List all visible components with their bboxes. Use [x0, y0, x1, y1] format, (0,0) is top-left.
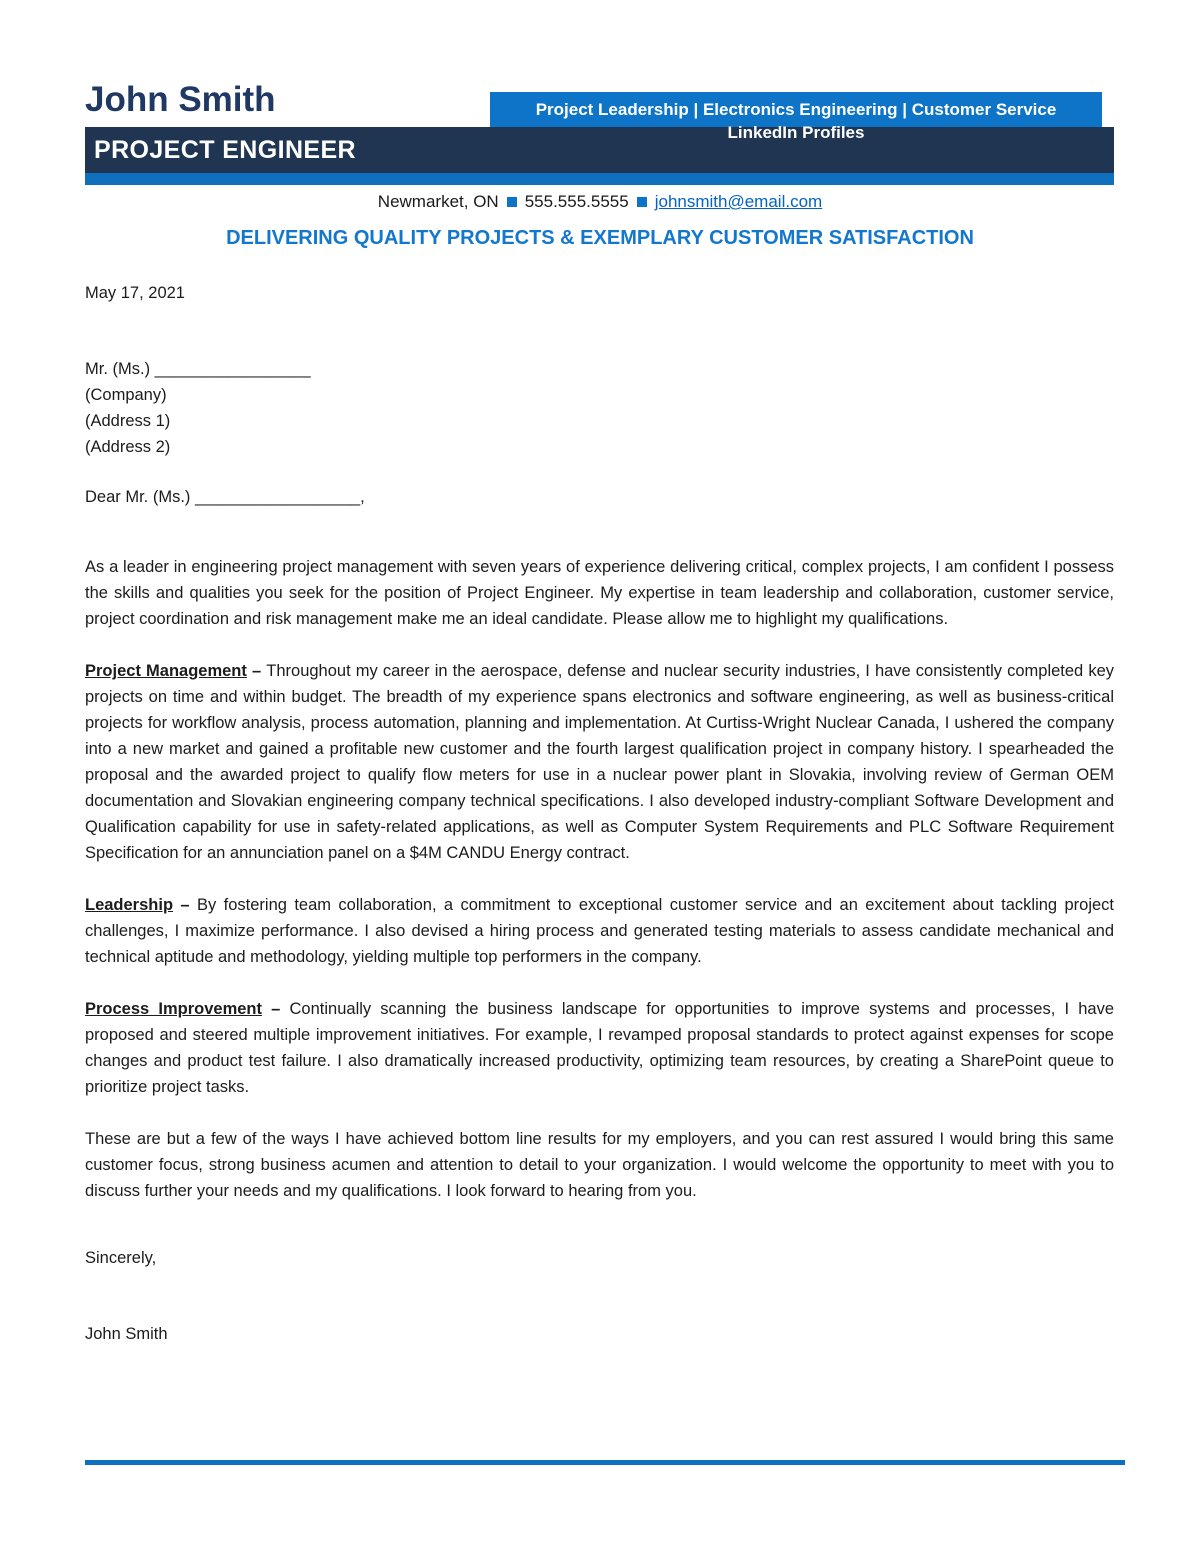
lead-separator: – [246, 662, 267, 680]
contact-phone: 555.555.5555 [524, 192, 629, 211]
lead-separator: – [262, 1000, 290, 1018]
skills-tagline: Project Leadership | Electronics Engineering | Customer Service [535, 100, 1057, 119]
paragraph-lead: Leadership [85, 896, 174, 914]
recipient-line: (Address 1) [85, 412, 171, 430]
intro-paragraph [85, 554, 1114, 632]
bullet-square-icon [637, 197, 647, 207]
job-title: PROJECT ENGINEER [94, 136, 357, 164]
contact-line [0, 190, 1200, 213]
closing-salutation: Sincerely, [85, 1249, 157, 1267]
paragraph-text: These are but a few of the ways I have achieved bottom line results for my employers, and you can rest assured I would bring this same customer focus, strong business acumen and attention to detail to your organization. I would welcome the opportunity to meet with you to discuss further your needs and my qualifications. I look forward to hearing from you. [85, 1130, 1114, 1200]
recipient-block [85, 356, 1114, 460]
paragraph-text: Continually scanning the business landscape for opportunities to improve systems and processes, I have proposed and steered multiple improvement initiatives. For example, I revamped proposal standards to protect against expenses for scope changes and product test failure. I also dramatically increased productivity, optimizing team resources, by creating a SharePoint queue to prioritize project tasks. [85, 1000, 1115, 1096]
header-accent-stripe [85, 173, 1114, 185]
email-link[interactable]: johnsmith@email.com [654, 192, 823, 211]
contact-location: Newmarket, ON [377, 192, 499, 211]
paragraph-text: As a leader in engineering project management with seven years of experience delivering critical, complex projects, I am confident I possess the skills and qualities you seek for the position of Project Engineer. My expertise in team leadership and collaboration, customer service, project coordination and risk management make me an ideal candidate. Please allow me to highlight my qualifications. [85, 558, 1114, 628]
leadership-paragraph [85, 892, 1114, 970]
candidate-name: John Smith [85, 80, 276, 119]
letter-date: May 17, 2021 [85, 284, 185, 302]
recipient-line: Mr. (Ms.) _________________ [85, 360, 311, 378]
paragraph-lead: Project Management [85, 662, 247, 680]
footer-rule [85, 1460, 1125, 1465]
letter-body [85, 280, 1114, 1347]
letter-header [0, 0, 1200, 185]
paragraph-text: Throughout my career in the aerospace, defense and nuclear security industries, I have consistently completed key projects on time and within budget. The breadth of my experience spans electronics and software engineering, as well as business-critical projects for workflow analysis, process automation, planning and implementation. At Curtiss-Wright Nuclear Canada, I ushered the company into a new market and gained a profitable new customer and the fourth largest qualification project in company history. I spearheaded the proposal and the awarded project to qualify flow meters for use in a nuclear power plant in Slovakia, involving review of German OEM documentation and Slovakian engineering company technical specifications. I also developed industry-compliant Software Development and Qualification capability for use in safety-related applications, as well as Computer System Requirements and PLC Software Requirement Specification for an annunciation panel on a $4M CANDU Energy contract. [85, 662, 1115, 862]
lead-separator: – [173, 896, 197, 914]
value-proposition-headline: DELIVERING QUALITY PROJECTS & EXEMPLARY CUSTOMER SATISFACTION [226, 227, 974, 249]
paragraph-lead: Process Improvement [85, 1000, 262, 1018]
project-management-paragraph [85, 658, 1114, 866]
bullet-square-icon [507, 197, 517, 207]
closing-paragraph [85, 1126, 1114, 1204]
signature-name: John Smith [85, 1325, 168, 1343]
recipient-line: (Company) [85, 386, 167, 404]
paragraph-text: By fostering team collaboration, a commitment to exceptional customer service and an excitement about tackling project challenges, I maximize performance. I also devised a hiring process and generated testing materials to assess candidate mechanical and technical aptitude and methodology, yielding multiple top performers in the company. [85, 896, 1114, 966]
process-improvement-paragraph [85, 996, 1114, 1100]
recipient-line: (Address 2) [85, 438, 171, 456]
salutation: Dear Mr. (Ms.) __________________, [85, 488, 365, 506]
linkedin-profiles-link[interactable]: LinkedIn Profiles [727, 123, 865, 142]
